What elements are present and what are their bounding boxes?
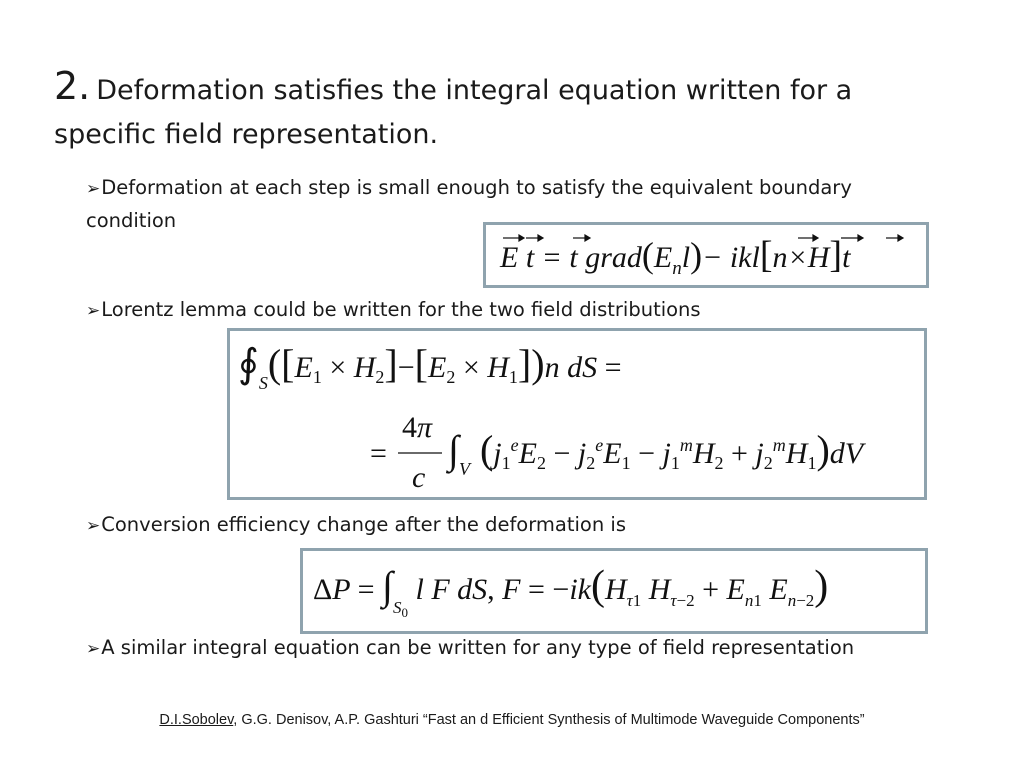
arrow-bullet-icon: ➢ bbox=[86, 179, 101, 199]
author-link[interactable]: D.I.Sobolev bbox=[159, 712, 234, 728]
arrow-bullet-icon: ➢ bbox=[86, 301, 101, 321]
equation-efficiency-change bbox=[300, 548, 928, 634]
bullet-similar-equation bbox=[86, 632, 916, 665]
bullet-text: Deformation at each step is small enough to satisfy the equivalent boundary condition bbox=[86, 176, 852, 232]
equation-efficiency-change-graphic bbox=[303, 551, 925, 631]
slide-title-text: Deformation satisfies the integral equation written for a specific field representation. bbox=[54, 75, 853, 150]
reference-text: , G.G. Denisov, A.P. Gashturi “Fast an d Efficient Synthesis of Multimode Waveguide Components” bbox=[233, 712, 865, 728]
lorentz-lemma-numerator: 4π bbox=[402, 411, 433, 444]
bullet-text: Conversion efficiency change after the deformation is bbox=[101, 513, 626, 536]
lorentz-lemma-line-1: $∮_S([E_1 \times H_2]-[E_2 \times H_1])n$ dS = bbox=[238, 341, 622, 393]
equation-lorentz-lemma bbox=[227, 328, 927, 500]
equation-boundary-condition-graphic bbox=[486, 225, 926, 285]
arrow-bullet-icon: ➢ bbox=[86, 639, 101, 659]
arrow-bullet-icon: ➢ bbox=[86, 516, 101, 536]
equation-boundary-condition bbox=[483, 222, 929, 288]
equation-efficiency-change-formula: $\Delta P = \int_S0$ l F dS, $F = -ik(H_\tau 1$ $H_\tau-2 + E_n1$ $E_n-2$) bbox=[313, 563, 829, 620]
bullet-text: Lorentz lemma could be written for the two field distributions bbox=[101, 298, 701, 321]
lorentz-lemma-equals: = bbox=[370, 437, 387, 470]
slide-number: 2. bbox=[54, 64, 91, 108]
bullet-text: A similar integral equation can be written for any type of field representation bbox=[101, 636, 855, 659]
equation-lorentz-lemma-graphic bbox=[230, 331, 924, 497]
lorentz-lemma-line-2: $\int_V$ $(j_1^eE_2 - j_2^eE_1 - j_1^mH_2 + j_2^mH_1)dV$ bbox=[448, 427, 864, 479]
equation-boundary-condition-formula: E t = t $grad(E_nl)- ikl[n\times H]t$ bbox=[500, 234, 851, 279]
bullet-lorentz-lemma bbox=[86, 294, 916, 327]
slide-title bbox=[54, 64, 954, 157]
reference-footer bbox=[0, 712, 1024, 728]
lorentz-lemma-denominator: c bbox=[412, 461, 426, 494]
bullet-conversion-efficiency bbox=[86, 509, 916, 542]
